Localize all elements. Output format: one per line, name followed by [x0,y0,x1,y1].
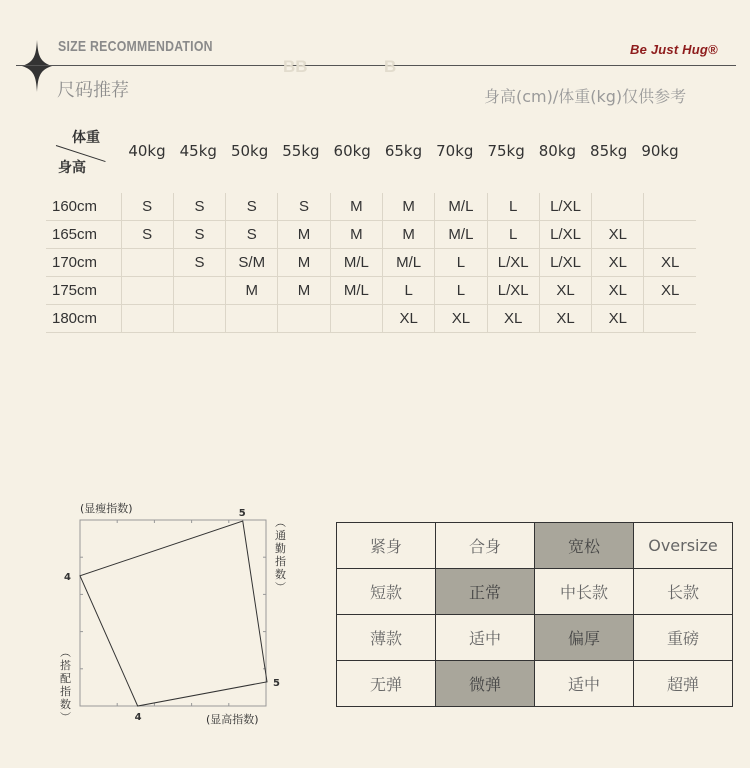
match-label-char: 搭 [60,659,71,672]
sparkle-icon [22,40,52,92]
weight-header: 45kg [179,142,217,160]
size-cell [226,305,278,333]
feature-cell: 紧身 [337,523,436,569]
commute-label-char: ︵ [275,516,286,529]
size-cell: L/XL [487,249,539,277]
size-cell: M [278,221,330,249]
weight-header: 55kg [282,142,320,160]
height-label: 170cm [46,249,121,277]
height-label: 160cm [46,193,121,221]
feature-cell-selected: 宽松 [535,523,634,569]
header-divider [16,65,736,66]
size-cell: S [121,221,173,249]
feature-cell: Oversize [634,523,733,569]
size-cell: XL [539,305,591,333]
weight-header: 50kg [230,142,269,160]
size-cell: M/L [435,221,487,249]
table-row [46,305,696,333]
commute-label-char: 数 [275,568,286,581]
weight-header: 70kg [436,142,474,160]
size-cell [644,305,696,333]
size-cell: XL [382,305,434,333]
feature-table [336,522,733,707]
feature-cell: 重磅 [634,615,733,661]
size-cell: S [173,249,225,277]
watermark-mark-2: B [384,57,397,76]
match-label-char: 配 [60,672,71,685]
height-label: 165cm [46,221,121,249]
size-cell: S [226,221,278,249]
match-label-char: ︶ [60,711,71,724]
size-cell [173,277,225,305]
height-label: 180cm [46,305,121,333]
size-cell: XL [435,305,487,333]
weight-header: 90kg [641,142,679,160]
size-cell: M/L [330,277,382,305]
label-slim-index: (显瘦指数) [80,502,133,515]
feature-cell: 短款 [337,569,436,615]
size-cell: L/XL [487,277,539,305]
size-cell: M [330,221,382,249]
commute-label-char: 勤 [275,542,286,555]
fit-index-chart [56,498,296,730]
size-cell: M [382,221,434,249]
feature-row [337,523,733,569]
fit-polygon [80,521,267,706]
table-row [46,221,696,249]
size-cell: L/XL [539,193,591,221]
corner-weight-label: 体重 [72,130,100,146]
size-table [46,193,696,333]
size-cell [644,193,696,221]
feature-cell: 适中 [436,615,535,661]
title-english: SIZE RECOMMENDATION [58,38,213,55]
weight-header: 60kg [333,142,371,160]
feature-cell-selected: 微弹 [436,661,535,707]
size-cell: M [226,277,278,305]
table-row [46,249,696,277]
chart-frame [80,520,266,706]
weight-header: 40kg [128,142,166,160]
size-cell: M [382,193,434,221]
size-cell [121,305,173,333]
feature-cell: 合身 [436,523,535,569]
size-cell: XL [592,277,644,305]
size-cell: S [226,193,278,221]
weight-header: 75kg [487,142,525,160]
size-cell [278,305,330,333]
feature-row [337,661,733,707]
size-cell: M/L [435,193,487,221]
corner-height-label: 身高 [58,160,86,176]
value-commute-index: 5 [273,677,280,689]
commute-label-char: 指 [275,555,286,568]
feature-cell-selected: 正常 [436,569,535,615]
match-label-char: 数 [60,698,71,711]
label-match-index [60,646,71,724]
feature-cell: 无弹 [337,661,436,707]
weight-header: 80kg [538,142,577,160]
size-cell: L [382,277,434,305]
size-cell [644,221,696,249]
size-cell: L [435,249,487,277]
size-cell: S [173,193,225,221]
feature-cell: 中长款 [535,569,634,615]
size-cell: S [278,193,330,221]
size-cell: L/XL [539,249,591,277]
label-commute-index [275,516,286,594]
table-row [46,193,696,221]
label-tall-index: (显高指数) [206,713,259,726]
table-row [46,277,696,305]
size-cell: M/L [330,249,382,277]
size-cell: XL [592,221,644,249]
size-cell: L/XL [539,221,591,249]
value-slim-index: 5 [238,508,246,519]
size-cell: XL [592,305,644,333]
commute-label-char: 通 [275,529,286,542]
size-cell: XL [644,277,696,305]
size-cell: XL [592,249,644,277]
size-cell: L [435,277,487,305]
value-match-index: 4 [64,571,71,583]
feature-cell: 薄款 [337,615,436,661]
weight-header: 65kg [384,142,423,160]
feature-row [337,569,733,615]
size-cell: M [278,277,330,305]
watermark-mark: BB [283,57,308,76]
commute-label-char: ︶ [275,581,286,594]
size-cell: S [121,193,173,221]
feature-cell-selected: 偏厚 [535,615,634,661]
weight-header: 85kg [590,142,628,160]
brand-logo: Be Just Hug® [630,42,718,57]
title-chinese: 尺码推荐 [57,80,129,101]
feature-row [337,615,733,661]
height-label: 175cm [46,277,121,305]
size-cell [121,277,173,305]
size-cell: XL [487,305,539,333]
size-cell: XL [644,249,696,277]
size-cell: S [173,221,225,249]
size-cell: L [487,221,539,249]
size-cell: S/M [226,249,278,277]
feature-cell: 适中 [535,661,634,707]
size-cell [121,249,173,277]
size-cell [173,305,225,333]
value-tall-index: 4 [134,712,142,723]
size-cell: M [330,193,382,221]
match-label-char: ︵ [60,646,71,659]
unit-note: 身高(cm)/体重(kg)仅供参考 [484,87,687,106]
match-label-char: 指 [60,685,71,698]
size-cell: L [487,193,539,221]
size-cell: XL [539,277,591,305]
feature-cell: 长款 [634,569,733,615]
size-cell [592,193,644,221]
size-cell: M/L [382,249,434,277]
size-cell [330,305,382,333]
feature-cell: 超弹 [634,661,733,707]
size-cell: M [278,249,330,277]
